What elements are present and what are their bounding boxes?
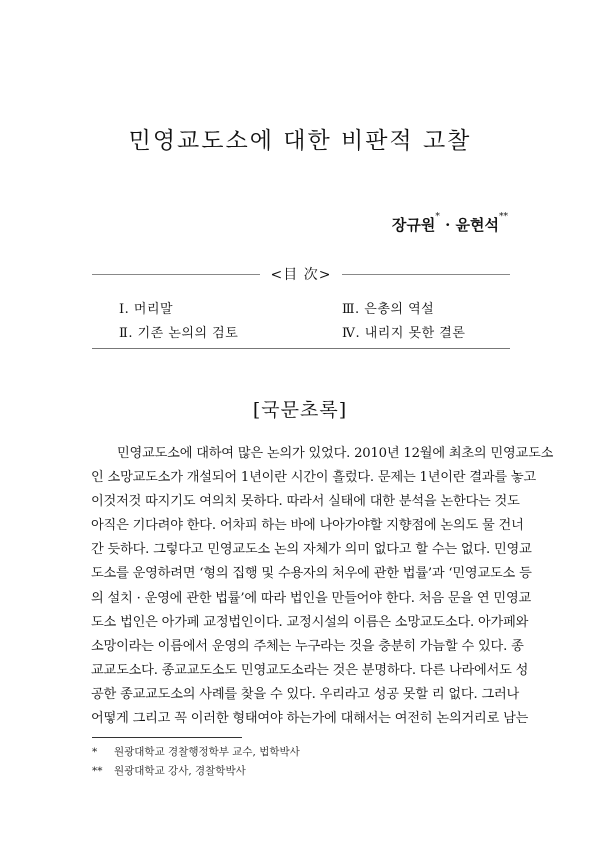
toc-item: Ⅱ. 기존 논의의 검토 (119, 326, 239, 341)
author-2: 윤현석 (455, 216, 499, 234)
footnote-text: 원광대학교 경찰행정학부 교수, 법학박사 (114, 746, 300, 758)
abstract-body (91, 442, 554, 731)
abstract-line: 의 설치 · 운영에 관한 법률’에 따라 법인을 만들어야 한다. 처음 문을 연 민영교 (91, 590, 532, 606)
abstract-line: 아직은 기다려야 한다. 어차피 하는 바에 나아가야할 지향점에 논의도 물 건너 (91, 518, 524, 534)
footnote-2 (92, 763, 246, 778)
author-line (392, 214, 508, 235)
footnote-divider (92, 737, 242, 738)
footnote-1 (92, 744, 300, 759)
abstract-line: 도소를 운영하려면 ‘형의 집행 및 수용자의 처우에 관한 법률’과 ‘민영교도소 등 (91, 566, 532, 582)
abstract-heading: [국문초록] (252, 399, 348, 421)
abstract-line: 공한 종교교도소의 사례를 찾을 수 있다. 우리라고 성공 못할 리 없다. 그러나 (91, 686, 520, 702)
toc-item: Ⅰ. 머리말 (119, 302, 174, 317)
author-1-footnote-mark: * (435, 212, 440, 222)
toc-item: Ⅲ. 은총의 역설 (342, 302, 435, 317)
abstract-line: 간 듯하다. 그렇다고 민영교도소 논의 자체가 의미 없다고 할 수는 없다. 민영교 (91, 542, 532, 558)
author-1: 장규원 (391, 216, 436, 234)
footnote-text: 원광대학교 강사, 경찰학박사 (114, 765, 246, 777)
abstract-line: 교교도소다. 종교교도소도 민영교도소라는 것은 분명하다. 다른 나라에서도 성 (91, 662, 529, 678)
abstract-line: 어떻게 그리고 꼭 이러한 형태여야 하는가에 대해서는 여전히 논의거리로 남는 (91, 711, 529, 727)
toc-item: Ⅳ. 내리지 못한 결론 (342, 326, 466, 341)
author-2-footnote-mark: ** (499, 212, 508, 222)
abstract-line: 이것저것 따지기도 여의치 못하다. 따라서 실태에 대한 분석을 논한다는 것도 (91, 494, 520, 510)
author-separator: · (439, 216, 456, 234)
toc-heading: <目 次> (270, 267, 332, 283)
abstract-line: 인 소망교도소가 개설되어 1년이란 시간이 흘렀다. 문제는 1년이란 결과를 놓고 (91, 470, 537, 486)
footnote-mark: * (92, 746, 98, 758)
footnote-mark: ** (92, 765, 103, 777)
abstract-line: 소망이라는 이름에서 운영의 주체는 누구라는 것을 충분히 가늠할 수 있다. 종 (91, 638, 524, 654)
abstract-line: 민영교도소에 대하여 많은 논의가 있었다. 2010년 12월에 최초의 민영교도소 (117, 446, 554, 461)
table-of-contents (92, 267, 510, 349)
abstract-line: 도소 법인은 아가페 교정법인이다. 교정시설의 이름은 소망교도소다. 아가페와 (91, 614, 529, 630)
paper-title: 민영교도소에 대한 비판적 고찰 (128, 128, 472, 154)
